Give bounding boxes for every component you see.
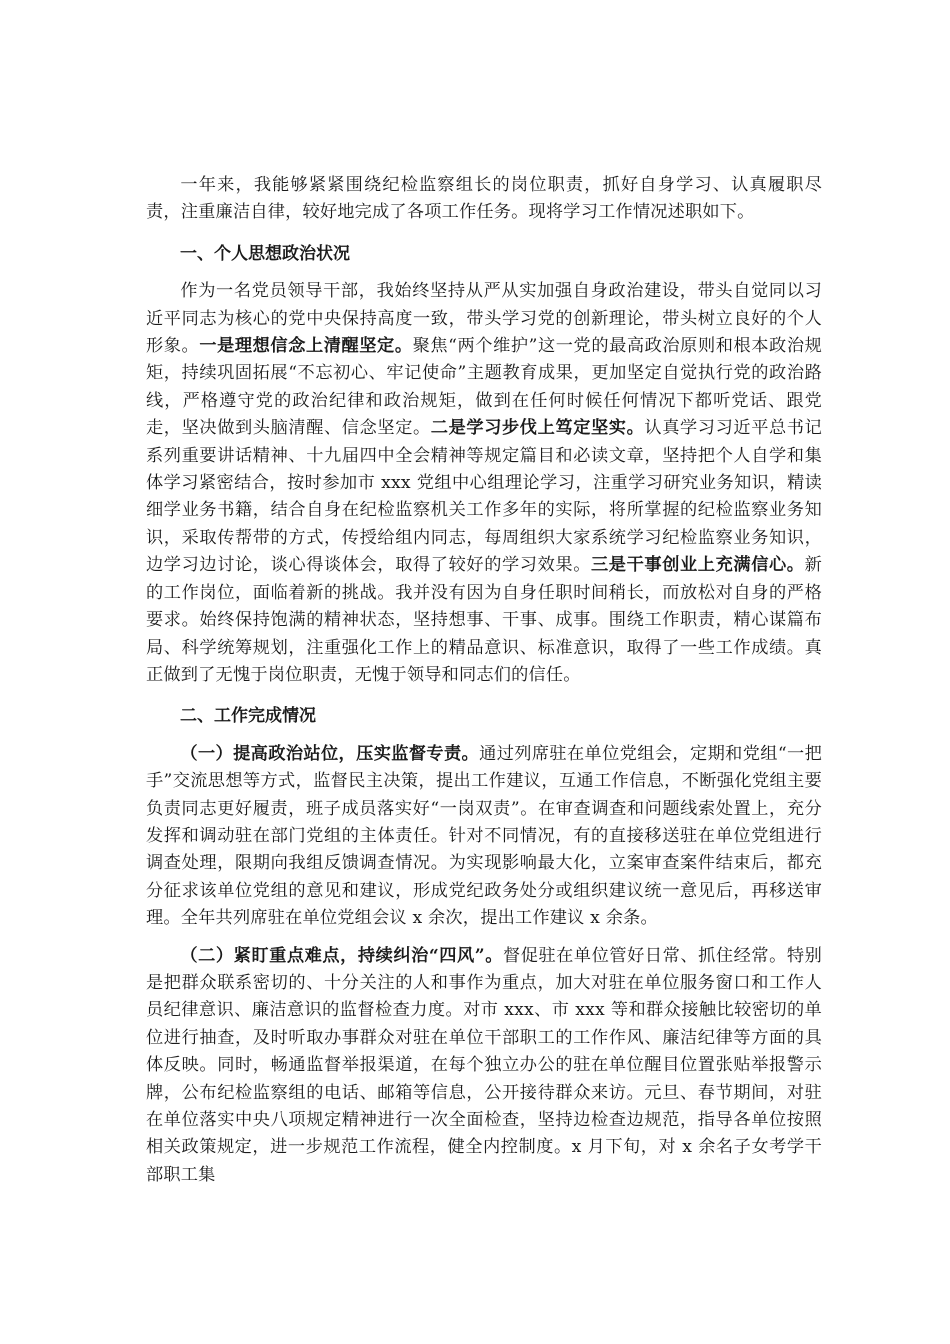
section1-bold-2: 二是学习步伐上笃定坚实。 (430, 418, 645, 439)
section2-item1-paragraph (146, 741, 822, 933)
section1-bold-3: 三是干事创业上充满信心。 (591, 555, 805, 576)
section1-text-a: 作为一名党员领导干部，我始终坚持从严从实加强自身政治建设，带头自觉同以习近平同志为核心的党中央保持高度一致，带头学习党的创新理论，带头树立良好的个人形象。 (146, 281, 822, 357)
section1-text-c: 聚焦“两个维护”这一党的最高政治原则和根本政治规矩，持续巩固拓展“不忘初心、牢记使命”主题教育成果，更加坚定自觉执行党的政治路线，严格遵守党的政治纪律和政治规矩，做到在任何时候任何情况下都听党话、跟党走，坚决做到头脑清醒、信念坚定。 (146, 336, 822, 439)
section2-item1-body: 通过列席驻在单位党组会，定期和党组“一把手”交流思想等方式，监督民主决策，提出工作建议，互通工作信息，不断强化党组主要负责同志更好履责，班子成员落实好“一岗双责”。在审查调查和问题线索处置上，充分发挥和调动驻在部门党组的主体责任。针对不同情况，有的直接移送驻在单位党组进行调查处理，限期向我组反馈调查情况。为实现影响最大化，立案审查案件结束后，都充分征求该单位党组的意见和建议，形成党纪政务处分或组织建议统一意见后，再移送审理。全年共列席驻在单位党组会议 x 余次，提出工作建议 x 余条。 (146, 743, 822, 929)
section2-item2-paragraph (146, 943, 822, 1190)
section-heading-1: 一、个人思想政治状况 (180, 243, 350, 264)
section1-bold-1: 一是理想信念上清醒坚定。 (199, 336, 413, 357)
section2-item2-title: （二）紧盯重点难点，持续纠治“四风”。 (180, 945, 503, 966)
section1-text-d: 认真学习习近平总书记系列重要讲话精神、十九届四中全会精神等规定篇目和必读文章，坚持把个人自学和集体学习紧密结合，按时参加市 xxx 党组中心组理论学习，注重学习研究业务知识，精读细学业务书籍，结合自身在纪检监察机关工作多年的实际，将所掌握的纪检监察业务知识，采取传帮带的方式，传授给组内同志，每周组织大家系统学习纪检监察业务知识，边学习边讨论，谈心得谈体会，取得了较好的学习效果。 (146, 418, 822, 576)
section1-text-e: 新的工作岗位，面临着新的挑战。我并没有因为自身任职时间稍长，而放松对自身的严格要求。始终保持饱满的精神状态，坚持想事、干事、成事。围绕工作职责，精心谋篇布局、科学统筹规划，注重强化工作上的精品意识、标准意识，取得了一些工作成绩。真正做到了无愧于岗位职责，无愧于领导和同志们的信任。 (146, 555, 822, 685)
section2-item2-body: 督促驻在单位管好日常、抓住经常。特别是把群众联系密切的、十分关注的人和事作为重点，加大对驻在单位服务窗口和工作人员纪律意识、廉洁意识的监督检查力度。对市 xxx、市 xxx 等和群众接触比较密切的单位进行抽查，及时听取办事群众对驻在单位干部职工的工作作风、廉洁纪律等方面的具体反映。同时，畅通监督举报渠道，在每个独立办公的驻在单位醒目位置张贴举报警示牌，公布纪检监察组的电话、邮箱等信息，公开接待群众来访。元旦、春节期间，对驻在单位落实中央八项规定精神进行一次全面检查，坚持边检查边规范，指导各单位按照相关政策规定，进一步规范工作流程，健全内控制度。x 月下旬，对 x 余名子女考学干部职工集 (146, 945, 823, 1185)
document-page (146, 172, 822, 1189)
section1-paragraph (146, 278, 822, 689)
section-heading-2: 二、工作完成情况 (180, 706, 316, 727)
section2-item1-title: （一）提高政治站位，压实监督专责。 (180, 743, 480, 764)
intro-paragraph: 一年来，我能够紧紧围绕纪检监察组长的岗位职责，抓好自身学习、认真履职尽责，注重廉洁自律，较好地完成了各项工作任务。现将学习工作情况述职如下。 (146, 175, 822, 223)
